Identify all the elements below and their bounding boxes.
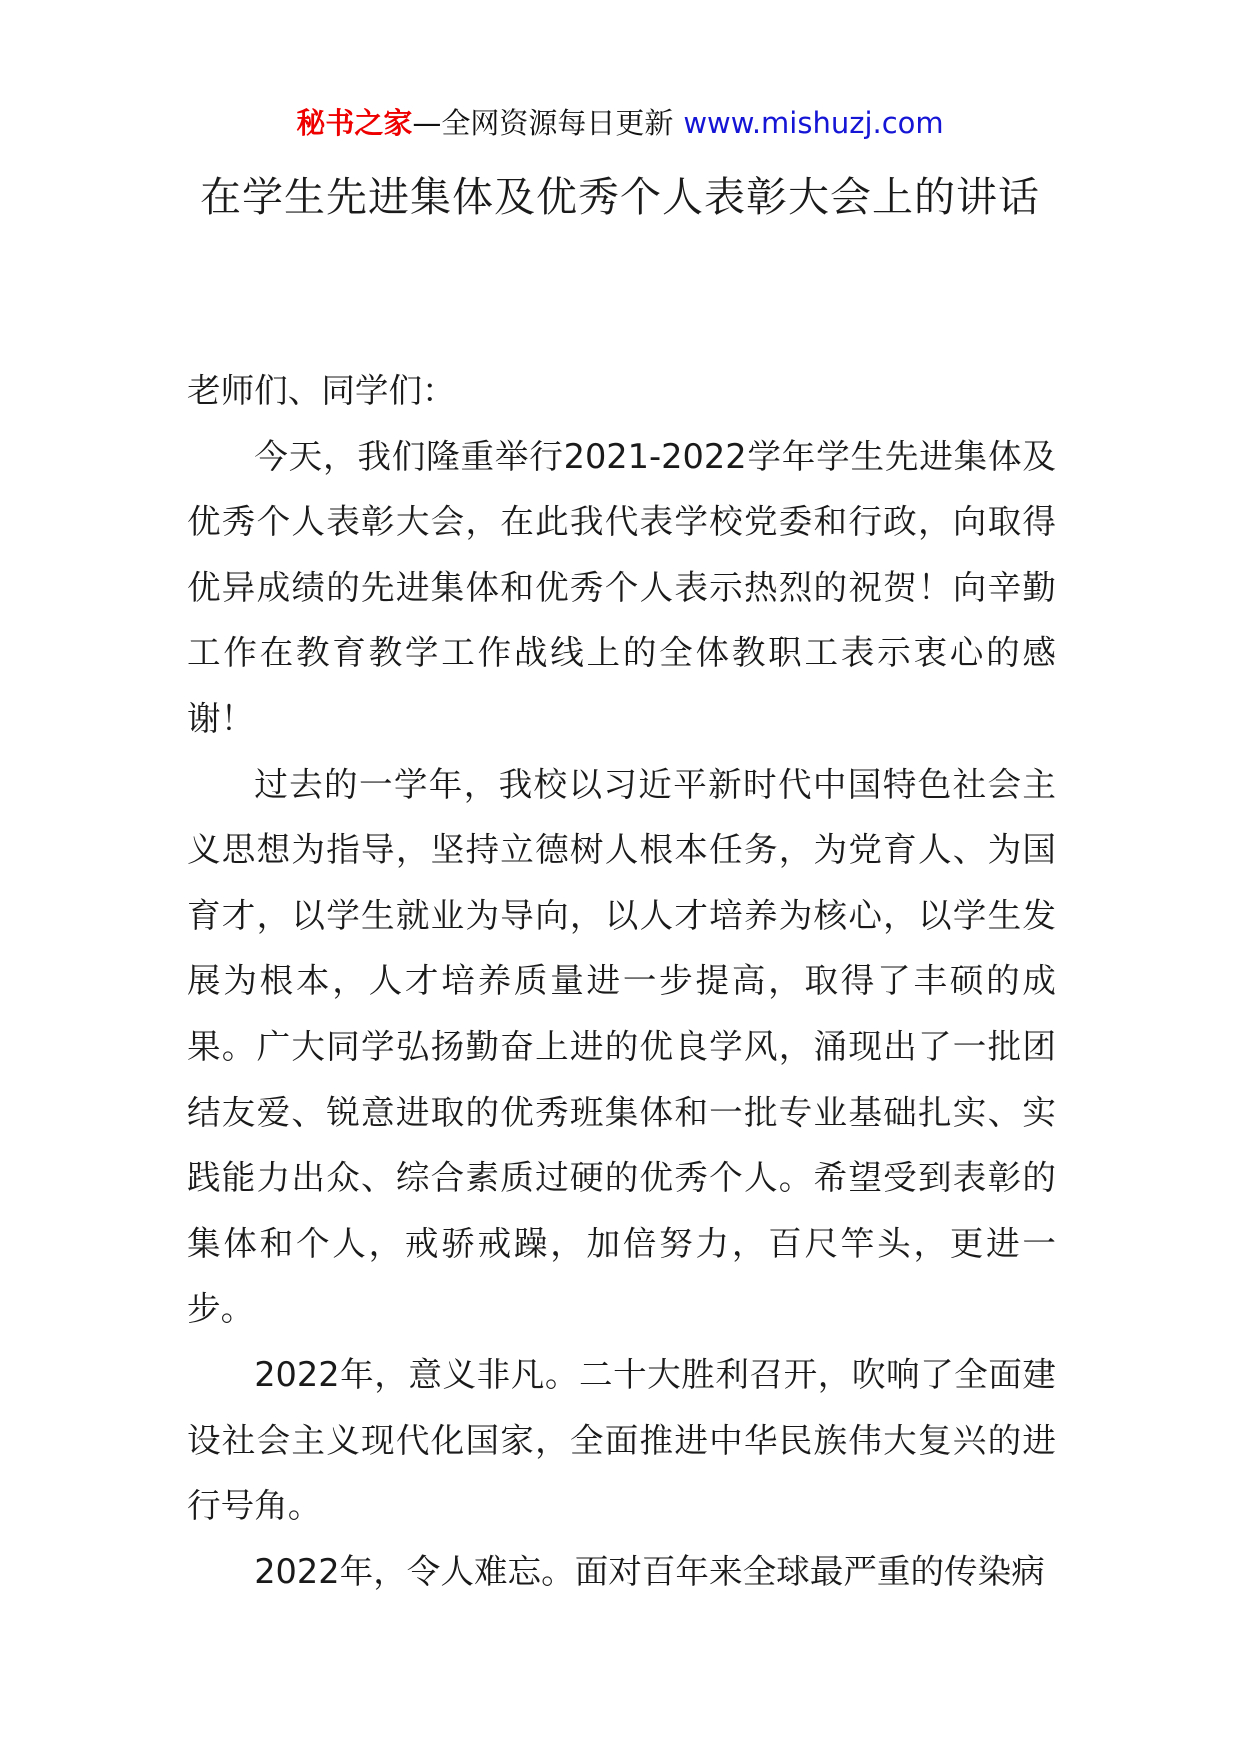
document-body — [187, 358, 1056, 1604]
document-title: 在学生先进集体及优秀个人表彰大会上的讲话 — [200, 173, 1040, 221]
paragraph-3: 2022年，意义非凡。二十大胜利召开，吹响了全面建设社会主义现代化国家，全面推进中华民族伟大复兴的进行号角。 — [187, 1354, 1056, 1526]
site-url-link[interactable]: www.mishuzj.com — [683, 106, 944, 140]
paragraph-2: 过去的一学年，我校以习近平新时代中国特色社会主义思想为指导，坚持立德树人根本任务，为党育人、为国育才，以学生就业为导向，以人才培养为核心，以学生发展为根本，人才培养质量进一步提高，取得了丰硕的成果。广大同学弘扬勤奋上进的优良学风，涌现出了一批团结友爱、锐意进取的优秀班集体和一批专业基础扎实、实践能力出众、综合素质过硬的优秀个人。希望受到表彰的集体和个人，戒骄戒躁，加倍努力，百尺竿头，更进一步。 — [187, 764, 1056, 1329]
site-header — [0, 101, 1240, 145]
salutation: 老师们、同学们： — [187, 371, 456, 410]
paragraph-1: 今天，我们隆重举行2021-2022学年学生先进集体及优秀个人表彰大会，在此我代表学校党委和行政，向取得优异成绩的先进集体和优秀个人表示热烈的祝贺！向辛勤工作在教育教学工作战线上的全体教职工表示衷心的感谢！ — [187, 436, 1056, 738]
paragraph-4: 2022年，令人难忘。面对百年来全球最严重的传染病 — [254, 1551, 1045, 1591]
site-slogan: —全网资源每日更新 — [412, 106, 674, 140]
brand-name: 秘书之家 — [296, 106, 413, 140]
